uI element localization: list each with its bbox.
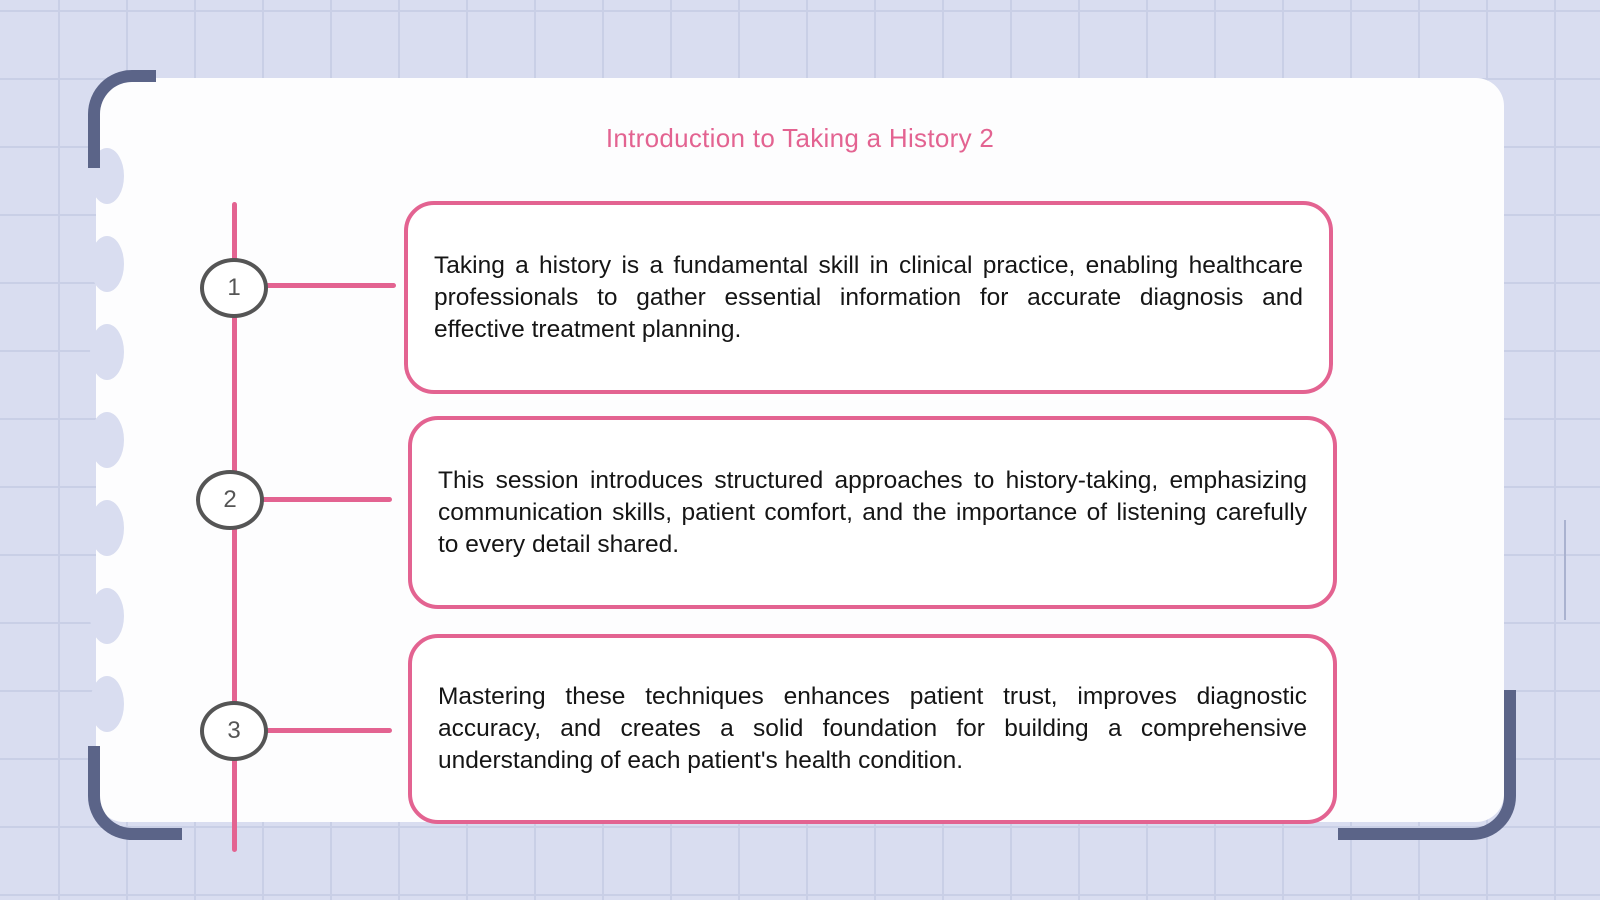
step-box-3 bbox=[408, 634, 1337, 824]
slide-title: Introduction to Taking a History 2 bbox=[605, 123, 995, 153]
timeline-connector-1 bbox=[264, 283, 396, 288]
step-text-3: Mastering these techniques enhances patient trust, improves diagnostic accuracy, and creates a solid foundation for building a comprehensive understanding of each patient's health condition. bbox=[438, 683, 1307, 774]
step-box-1 bbox=[404, 201, 1333, 394]
step-number-3: 3 bbox=[200, 701, 268, 761]
paper-scallop bbox=[90, 236, 124, 292]
paper-scallop bbox=[90, 412, 124, 468]
step-number-1: 1 bbox=[200, 258, 268, 318]
paper-scallop bbox=[90, 324, 124, 380]
step-text-2: This session introduces structured approaches to history-taking, emphasizing communication skills, patient comfort, and the importance of listening carefully to every detail shared. bbox=[438, 466, 1307, 558]
step-text-1: Taking a history is a fundamental skill in clinical practice, enabling healthcare professionals to gather essential information for accurate diagnosis and effective treatment planning. bbox=[434, 251, 1303, 343]
decorative-line bbox=[1564, 520, 1566, 620]
frame-corner-bottom-right bbox=[1338, 690, 1516, 840]
step-number-2: 2 bbox=[196, 470, 264, 530]
paper-scallop bbox=[90, 500, 124, 556]
step-box-2 bbox=[408, 416, 1337, 609]
timeline-connector-3 bbox=[264, 728, 392, 733]
frame-corner-bottom-left bbox=[88, 746, 182, 840]
paper-scallop bbox=[90, 676, 124, 732]
paper-scallop bbox=[90, 588, 124, 644]
timeline-connector-2 bbox=[260, 497, 392, 502]
